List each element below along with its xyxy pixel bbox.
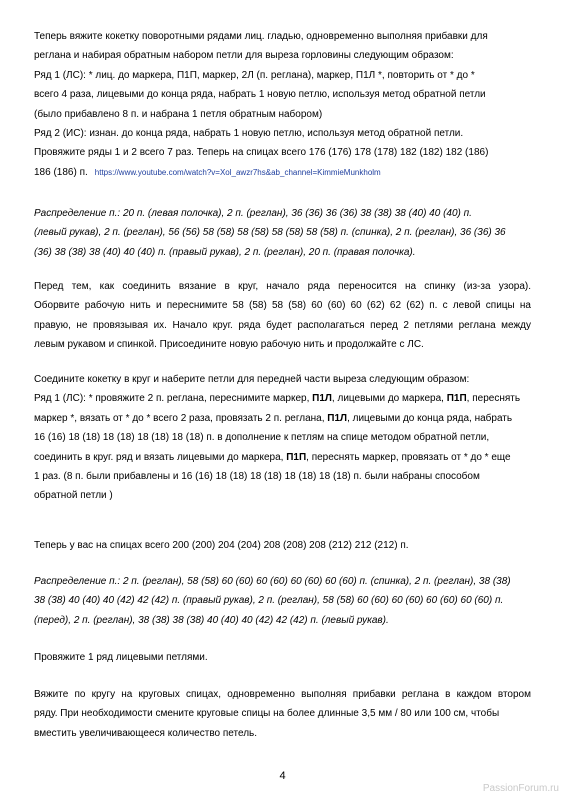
text-part: , переснять xyxy=(466,393,521,405)
text-line: Оборвите рабочую нить и переснимите 58 (58) 58 (58) 60 (60) 60 (62) 62 (62) п. с левой спицы на xyxy=(34,300,531,312)
text-line: (перед), 2 п. (реглан), 38 (38) 38 (38) 40 (40) 40 (42) 42 (42) п. (левый рукав). xyxy=(34,614,389,626)
text-line: Вяжите по кругу на круговых спицах, одновременно выполняя прибавки реглана в каждом втором xyxy=(34,689,531,700)
text-line-end: 186 (186) п. xyxy=(34,166,88,178)
text-line: (было прибавлено 8 п. и набрана 1 петля обратным набором) xyxy=(34,108,323,120)
paragraph-distribution-1 xyxy=(34,204,531,262)
stitch-abbr: П1П xyxy=(286,451,307,463)
text-part: , лицевыми до маркера, xyxy=(331,393,447,405)
text-line: Теперь вяжите кокетку поворотными рядами лиц. гладью, одновременно выполняя прибавки для xyxy=(34,31,488,42)
text-line: Ряд 2 (ИС): изнан. до конца ряда, набрать 1 новую петлю, используя метод обратной петли. xyxy=(34,128,464,140)
text-line: правую, не провязывая их. Начало круг. ряда будет располагаться перед 2 петлями реглана между xyxy=(34,319,531,331)
text-part: , переснять маркер, провязать от * до * еще xyxy=(306,451,511,463)
text-line: 16 (16) 18 (18) 18 (18) 18 (18) 18 (18) п. в дополнение к петлям на спице методом обратной петли, xyxy=(34,432,490,444)
text-part: Ряд 1 (ЛС): * провяжите 2 п. реглана, переснимите маркер, xyxy=(34,393,313,405)
stitch-abbr: П1Л xyxy=(312,393,332,405)
text-line: Соедините кокетку в круг и наберите петли для передней части выреза следующим образом: xyxy=(34,374,470,385)
paragraph-join-round xyxy=(34,370,531,506)
text-part: маркер *, вязать от * до * всего 2 раза, провязать 2 п. реглана, xyxy=(34,412,328,424)
text-line xyxy=(34,389,531,408)
text-line: Распределение п.: 20 п. (левая полочка), 2 п. (реглан), 36 (36) 36 (36) 38 (38) 38 (40) 40 (40) п. xyxy=(34,208,472,219)
text-part: соединить в круг. ряд и вязать лицевыми до маркера, xyxy=(34,451,287,463)
text-line xyxy=(34,409,531,428)
watermark: PassionForum.ru xyxy=(482,783,559,794)
paragraph-yoke-intro xyxy=(34,27,531,182)
text-part: , лицевыми до конца ряда, набрать xyxy=(347,412,513,424)
text-line: Ряд 1 (ЛС): * лиц. до маркера, П1П, маркер, 2Л (п. реглана), маркер, П1Л *, повторить от * до * xyxy=(34,69,475,81)
text-line: всего 4 раза, лицевыми до конца ряда, набрать 1 новую петлю, используя метод обратной петли xyxy=(34,89,486,101)
text-line: вместить увеличивающееся количество петель. xyxy=(34,727,258,739)
text-line: Распределение п.: 2 п. (реглан), 58 (58) 60 (60) 60 (60) 60 (60) 60 (60) п. (спинка), 2 п. (реглан), 38 (38) xyxy=(34,576,511,587)
text-line: Теперь у вас на спицах всего 200 (200) 204 (204) 208 (208) 208 (212) 212 (212) п. xyxy=(34,540,409,551)
paragraph-row-start xyxy=(34,277,531,355)
text-line: 1 раз. (8 п. были прибавлены и 16 (16) 18 (18) 18 (18) 18 (18) 18 (18) п. были набраны способом xyxy=(34,471,480,483)
stitch-abbr: П1П xyxy=(446,393,467,405)
text-line: обратной петли ) xyxy=(34,490,113,502)
paragraph-distribution-2 xyxy=(34,572,531,630)
youtube-link[interactable]: https://www.youtube.com/watch?v=Xol_awzr7hs&ab_channel=KimmieMunkholm xyxy=(94,167,381,177)
paragraph-total-stitches xyxy=(34,536,531,555)
text-line xyxy=(34,163,531,182)
text-line: Провяжите ряды 1 и 2 всего 7 раз. Теперь на спицах всего 176 (176) 178 (178) 182 (182) 182 (186) xyxy=(34,147,489,159)
text-line: левым рукавом и спинкой. Присоедините новую рабочую нить и продолжайте с ЛС. xyxy=(34,339,424,351)
stitch-abbr: П1Л xyxy=(327,412,348,424)
text-line: Провяжите 1 ряд лицевыми петлями. xyxy=(34,652,208,663)
text-line: (левый рукав), 2 п. (реглан), 56 (56) 58 (58) 58 (58) 58 (58) 58 (58) п. (спинка), 2 п. (реглан), 36 (36) 36 xyxy=(34,227,506,239)
paragraph-knit-in-round xyxy=(34,685,531,743)
text-line: реглана и набирая обратным набором петли для выреза горловины следующим образом: xyxy=(34,50,454,62)
text-line: Перед тем, как соединить вязание в круг, начало ряда переносится на спинку (из-за узора). xyxy=(34,281,531,292)
text-line: ряду. При необходимости смените круговые спицы на более длинные 3,5 мм / 80 или 100 см, чтобы xyxy=(34,708,500,720)
paragraph-knit-one-row xyxy=(34,648,531,667)
text-line xyxy=(34,448,531,467)
page-number: 4 xyxy=(279,770,286,782)
text-line: (36) 38 (38) 38 (40) 40 (40) п. (правый рукав), 2 п. (реглан), 20 п. (правая полочка). xyxy=(34,246,416,258)
text-line: 38 (38) 40 (40) 40 (42) 42 (42) п. (правый рукав), 2 п. (реглан), 58 (58) 60 (60) 60 (60) 60 (60) 60 (60) п. xyxy=(34,595,504,607)
